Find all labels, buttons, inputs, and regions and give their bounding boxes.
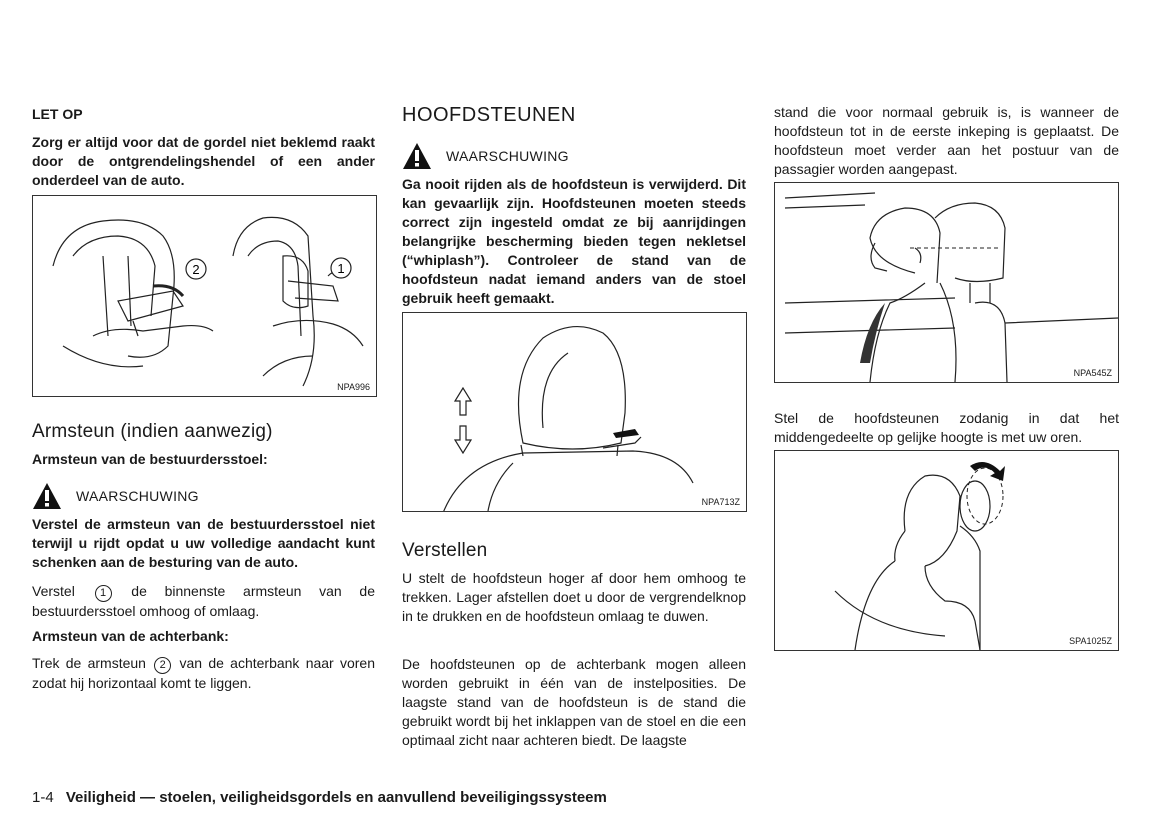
adjust-post: de binnenste armsteun van de bestuurdersstoel omhoog of omlaag. <box>32 583 375 619</box>
headrest-warning-header <box>402 142 569 170</box>
armrest-heading: Armsteun (indien aanwezig) <box>32 421 273 442</box>
instruction-text: Stel de hoofdsteunen zodanig in dat het middengedeelte op gelijke hoogte is met uw oren. <box>774 410 1119 445</box>
caution-label: LET OP <box>32 106 83 122</box>
rear-headrest-text: De hoofdsteunen op de achterbank mogen alleen worden gebruikt in één van de instelposities. De laagste stand van de hoofdsteun is de stand die gebruikt wordt bij het inklappen van de stoel en die een optimaal zicht naar achteren biedt. De laagste <box>402 656 746 748</box>
caution-text: Zorg er altijd voor dat de gordel niet beklemd raakt door de ontgrendelingshendel of een ander onderdeel van de auto. <box>32 134 375 188</box>
figure-code: NPA996 <box>337 382 370 392</box>
headrests-heading: HOOFDSTEUNEN <box>402 104 576 126</box>
adjust-heading: Verstellen <box>402 540 488 561</box>
adjust-pre: Verstel <box>32 583 75 599</box>
callout-1-inline: 1 <box>95 585 112 602</box>
headrest-ear-illustration <box>775 451 1118 650</box>
headrest-ear-figure <box>774 450 1119 651</box>
warning-label: WAARSCHUWING <box>446 148 569 164</box>
belt-shading <box>860 303 885 363</box>
rear-pre: Trek de armsteun <box>32 655 146 671</box>
callout-2-label: 2 <box>192 262 200 277</box>
adjust-text: U stelt de hoofdsteun hoger af door hem omhoog te trekken. Lager afstellen doet u door de vergrendelknop in te drukken en de hoofdsteun omlaag te duwen. <box>402 570 746 624</box>
driver-adjust-text <box>32 582 375 621</box>
rear-armrest-text <box>32 654 375 693</box>
warning-icon <box>32 482 62 510</box>
headrest-warning-text: Ga nooit rijden als de hoofdsteun is verwijderd. Dit kan gevaarlijk zijn. Hoofdsteunen moeten steeds correct zijn ingesteld omdat ze bij aanrijdingen belangrijke bescherming bieden tegen nekletsel (“whiplash”). Controleer de stand van de hoofdsteun nadat iemand anders van de stoel gebruik heeft gemaakt. <box>402 176 746 306</box>
callout-2-inline: 2 <box>154 657 171 674</box>
armrest-warning-text: Verstel de armsteun van de bestuurdersstoel niet terwijl u rijdt opdat u uw volledige aandacht kunt schenken aan de besturing van de auto. <box>32 516 375 570</box>
tilt-arrow <box>970 462 1005 481</box>
warning-icon <box>402 142 432 170</box>
head-position-illustration <box>775 183 1118 382</box>
figure-code: NPA713Z <box>701 497 740 507</box>
press-arrow <box>613 429 639 438</box>
page-number: 1-4 <box>32 789 54 806</box>
footer-title: Veiligheid — stoelen, veiligheidsgordels en aanvullend beveiligingssysteem <box>65 789 607 806</box>
page-footer <box>32 789 607 806</box>
rear-armrest-subheading: Armsteun van de achterbank: <box>32 628 229 644</box>
driver-armrest-subheading: Armsteun van de bestuurdersstoel: <box>32 451 268 467</box>
head-position-figure <box>774 182 1119 383</box>
callout-1-label: 1 <box>337 261 345 276</box>
warning-label: WAARSCHUWING <box>76 488 199 504</box>
armrest-warning-header <box>32 482 199 510</box>
headrest-adjust-figure <box>402 312 747 512</box>
armrest-illustration <box>33 196 376 396</box>
armrest-figure <box>32 195 377 397</box>
headrest-illustration <box>403 313 746 511</box>
figure-code: SPA1025Z <box>1069 636 1112 646</box>
rear-post: van de achterbank naar voren zodat hij horizontaal komt te liggen. <box>32 655 375 691</box>
figure-code: NPA545Z <box>1073 368 1112 378</box>
continued-text: stand die voor normaal gebruik is, is wanneer de hoofdsteun tot in de eerste inkeping is geplaatst. De hoofdsteun moet verder aan het postuur van de passagier worden aangepast. <box>774 104 1119 177</box>
